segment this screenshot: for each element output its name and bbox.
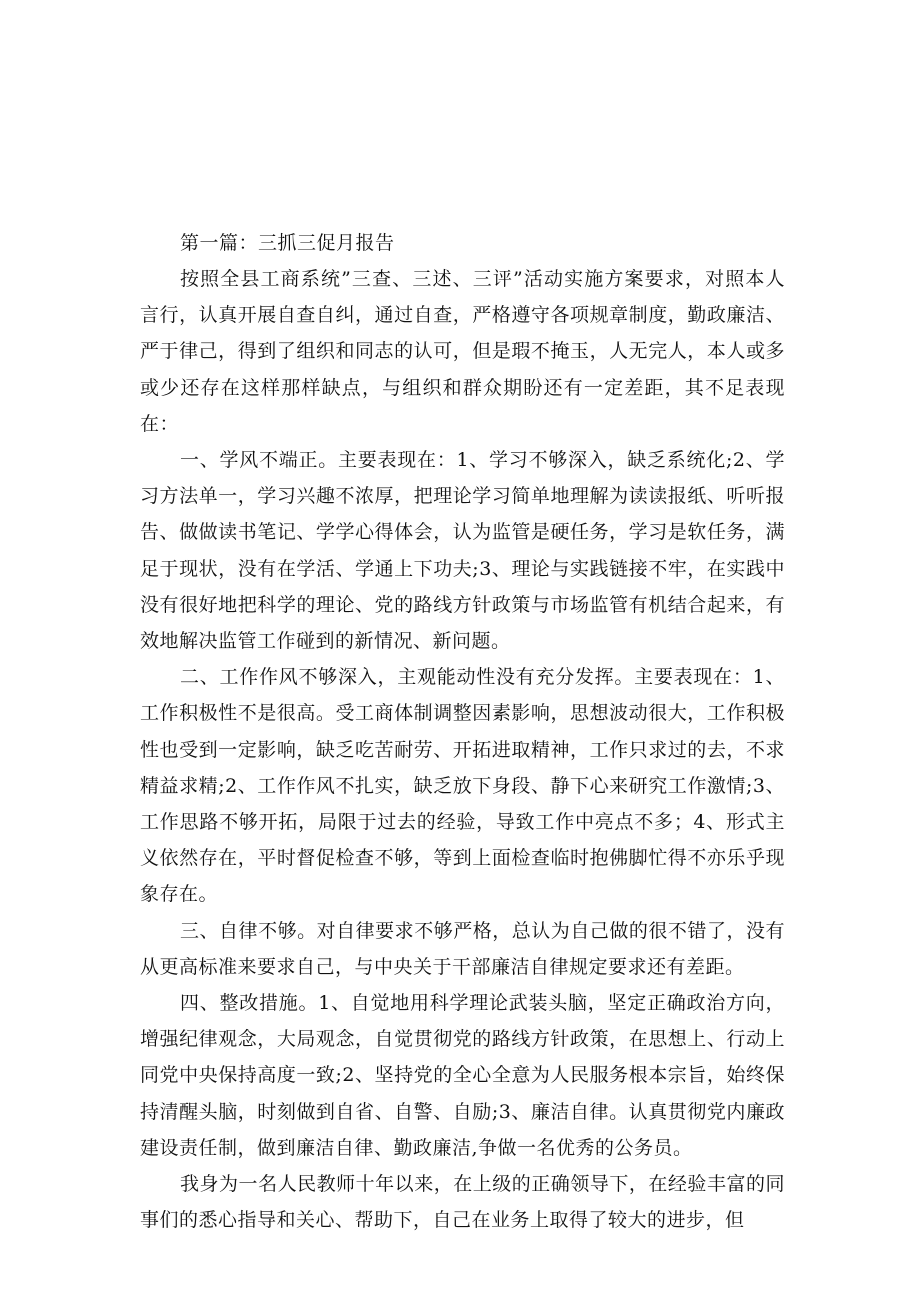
paragraph-intro: 按照全县工商系统”三查、三述、三评”活动实施方案要求，对照本人言行，认真开展自查自纠，通过自查，严格遵守各项规章制度，勤政廉洁、严于律己，得到了组织和同志的认可，但是瑕不掩玉，人无完人，本人或多或少还存在这样那样缺点，与组织和群众期盼还有一定差距，其不足表现在：: [140, 268, 785, 435]
paragraph-work-style: 二、工作作风不够深入，主观能动性没有充分发挥。主要表现在：1、工作积极性不是很高。受工商体制调整因素影响，思想波动很大，工作积极性也受到一定影响，缺乏吃苦耐劳、开拓进取精神，工作只求过的去，不求精益求精;2、工作作风不扎实，缺乏放下身段、静下心来研究工作激情;3、工作思路不够开拓，局限于过去的经验，导致工作中亮点不多；4、形式主义依然存在，平时督促检查不够，等到上面检查临时抱佛脚忙得不亦乐乎现象存在。: [140, 666, 785, 906]
document-body: [140, 225, 785, 1238]
paragraph-rectification: 四、整改措施。1、自觉地用科学理论武装头脑，坚定正确政治方向，增强纪律观念，大局观念，自觉贯彻党的路线方针政策，在思想上、行动上同党中央保持高度一致;2、坚持党的全心全意为人民服务根本宗旨，始终保持清醒头脑，时刻做到自省、自警、自励;3、廉洁自律。认真贯彻党内廉政建设责任制，做到廉洁自律、勤政廉洁,争做一名优秀的公务员。: [140, 992, 785, 1159]
paragraph-teacher: 我身为一名人民教师十年以来，在上级的正确领导下，在经验丰富的同事们的悉心指导和关心、帮助下，自己在业务上取得了较大的进步，但: [140, 1173, 785, 1232]
document-title: 第一篇：三抓三促月报告: [180, 232, 395, 254]
paragraph-study-style: 一、学风不端正。主要表现在：1、学习不够深入，缺乏系统化;2、学习方法单一，学习兴趣不浓厚，把理论学习简单地理解为读读报纸、听听报告、做做读书笔记、学学心得体会，认为监管是硬任务，学习是软任务，满足于现状，没有在学活、学通上下功夫;3、理论与实践链接不牢，在实践中没有很好地把科学的理论、党的路线方针政策与市场监管有机结合起来，有效地解决监管工作碰到的新情况、新问题。: [140, 449, 785, 653]
paragraph-self-discipline: 三、自律不够。对自律要求不够严格，总认为自己做的很不错了，没有从更高标准来要求自己，与中央关于干部廉洁自律规定要求还有差距。: [140, 919, 785, 978]
